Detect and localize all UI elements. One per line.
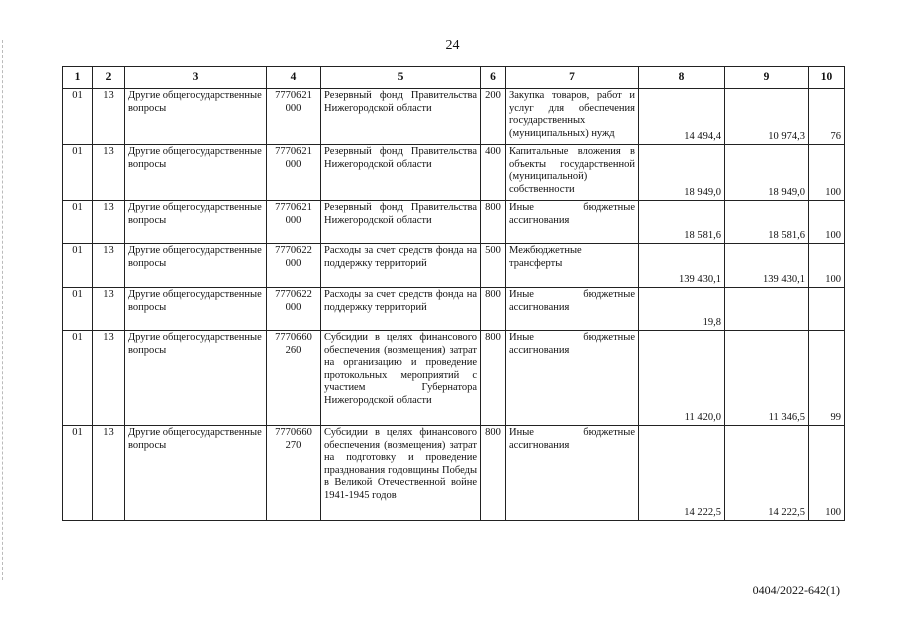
col-header-4: 4 <box>267 67 321 89</box>
cell-planned: 14 494,4 <box>639 89 725 145</box>
col-header-9: 9 <box>725 67 809 89</box>
cell-expense-name: Иные бюджетные ассигнования <box>506 331 639 426</box>
cell-name: Другие общегосударственные вопросы <box>125 145 267 201</box>
table-row <box>63 426 845 521</box>
cell-planned: 18 581,6 <box>639 201 725 244</box>
cell-section: 01 <box>63 89 93 145</box>
cell-expense-code: 500 <box>481 244 506 288</box>
cell-subsection: 13 <box>93 331 125 426</box>
cell-subsection: 13 <box>93 201 125 244</box>
cell-executed: 11 346,5 <box>725 331 809 426</box>
cell-expense-name: Межбюджетные трансферты <box>506 244 639 288</box>
cell-section: 01 <box>63 244 93 288</box>
cell-subsection: 13 <box>93 426 125 521</box>
cell-name: Другие общегосударственные вопросы <box>125 201 267 244</box>
cell-target-code: 7770621 000 <box>267 89 321 145</box>
header-row <box>63 67 845 89</box>
cell-percent: 100 <box>809 426 845 521</box>
table-row <box>63 288 845 331</box>
cell-expense-name: Закупка товаров, работ и услуг для обеспечения государственных (муниципальных) нужд <box>506 89 639 145</box>
table-row <box>63 201 845 244</box>
col-header-3: 3 <box>125 67 267 89</box>
cell-expense-code: 800 <box>481 288 506 331</box>
cell-target-name: Расходы за счет средств фонда на поддержку территорий <box>321 244 481 288</box>
cell-percent <box>809 288 845 331</box>
cell-subsection: 13 <box>93 145 125 201</box>
cell-section: 01 <box>63 201 93 244</box>
cell-planned: 139 430,1 <box>639 244 725 288</box>
cell-name: Другие общегосударственные вопросы <box>125 89 267 145</box>
cell-subsection: 13 <box>93 288 125 331</box>
cell-expense-code: 400 <box>481 145 506 201</box>
cell-executed: 18 581,6 <box>725 201 809 244</box>
cell-name: Другие общегосударственные вопросы <box>125 426 267 521</box>
cell-target-code: 7770660 270 <box>267 426 321 521</box>
cell-expense-name: Иные бюджетные ассигнования <box>506 288 639 331</box>
cell-name: Другие общегосударственные вопросы <box>125 288 267 331</box>
document-code: 0404/2022-642(1) <box>752 583 840 597</box>
cell-expense-code: 800 <box>481 331 506 426</box>
col-header-6: 6 <box>481 67 506 89</box>
table-row <box>63 145 845 201</box>
cell-percent: 100 <box>809 201 845 244</box>
budget-table <box>62 66 845 521</box>
cell-percent: 100 <box>809 145 845 201</box>
cell-target-code: 7770622 000 <box>267 288 321 331</box>
cell-target-code: 7770621 000 <box>267 145 321 201</box>
cell-percent: 100 <box>809 244 845 288</box>
col-header-5: 5 <box>321 67 481 89</box>
cell-section: 01 <box>63 145 93 201</box>
table-row <box>63 244 845 288</box>
table-row <box>63 331 845 426</box>
scan-edge-marks <box>2 40 7 580</box>
cell-target-name: Резервный фонд Правительства Нижегородской области <box>321 201 481 244</box>
cell-executed <box>725 288 809 331</box>
col-header-7: 7 <box>506 67 639 89</box>
page-number: 24 <box>445 38 460 53</box>
col-header-1: 1 <box>63 67 93 89</box>
cell-subsection: 13 <box>93 89 125 145</box>
cell-executed: 14 222,5 <box>725 426 809 521</box>
cell-percent: 76 <box>809 89 845 145</box>
cell-target-name: Резервный фонд Правительства Нижегородской области <box>321 145 481 201</box>
cell-target-name: Резервный фонд Правительства Нижегородской области <box>321 89 481 145</box>
cell-expense-code: 800 <box>481 426 506 521</box>
cell-planned: 11 420,0 <box>639 331 725 426</box>
cell-expense-name: Иные бюджетные ассигнования <box>506 201 639 244</box>
cell-expense-name: Иные бюджетные ассигнования <box>506 426 639 521</box>
table-row <box>63 89 845 145</box>
cell-name: Другие общегосударственные вопросы <box>125 331 267 426</box>
cell-planned: 14 222,5 <box>639 426 725 521</box>
cell-executed: 10 974,3 <box>725 89 809 145</box>
cell-name: Другие общегосударственные вопросы <box>125 244 267 288</box>
cell-target-code: 7770622 000 <box>267 244 321 288</box>
cell-percent: 99 <box>809 331 845 426</box>
cell-expense-name: Капитальные вложения в объекты государственной (муниципальной) собственности <box>506 145 639 201</box>
cell-planned: 19,8 <box>639 288 725 331</box>
cell-subsection: 13 <box>93 244 125 288</box>
cell-target-name: Субсидии в целях финансового обеспечения (возмещения) затрат на подготовку и проведение празднования годовщины Победы в Великой Отечественной войне 1941-1945 годов <box>321 426 481 521</box>
cell-expense-code: 800 <box>481 201 506 244</box>
cell-target-code: 7770621 000 <box>267 201 321 244</box>
col-header-8: 8 <box>639 67 725 89</box>
cell-section: 01 <box>63 331 93 426</box>
cell-target-name: Расходы за счет средств фонда на поддержку территорий <box>321 288 481 331</box>
cell-planned: 18 949,0 <box>639 145 725 201</box>
cell-section: 01 <box>63 426 93 521</box>
cell-target-name: Субсидии в целях финансового обеспечения (возмещения) затрат на организацию и проведение протокольных мероприятий с участием Губернатора Нижегородской области <box>321 331 481 426</box>
cell-target-code: 7770660 260 <box>267 331 321 426</box>
cell-executed: 18 949,0 <box>725 145 809 201</box>
cell-executed: 139 430,1 <box>725 244 809 288</box>
col-header-10: 10 <box>809 67 845 89</box>
cell-section: 01 <box>63 288 93 331</box>
cell-expense-code: 200 <box>481 89 506 145</box>
col-header-2: 2 <box>93 67 125 89</box>
